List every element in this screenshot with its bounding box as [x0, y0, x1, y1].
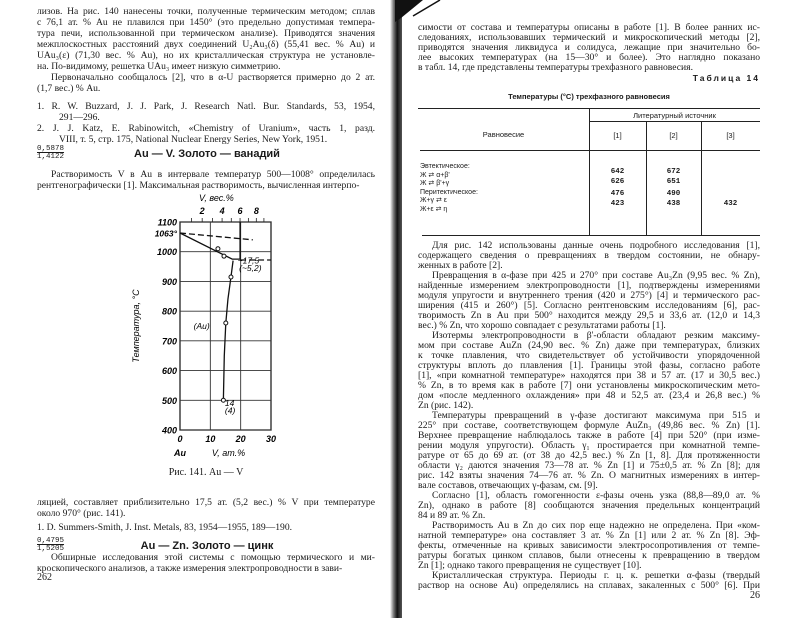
annotation: (4)	[224, 405, 236, 416]
group-label: Перитектическое:	[420, 188, 478, 196]
text-line: вале составов, отвечающих γ-фазам, см. [9].	[418, 480, 598, 491]
text-line: UAu₃(ε) (71,30 вес. % Au), но их кристаллическая структура не установле-	[37, 50, 375, 61]
y-tick-label: 1100	[157, 217, 177, 228]
x-tick-label: 10	[205, 434, 216, 444]
cell: 651	[666, 177, 681, 186]
text-line: ляцией, составляет приблизительно 17,5 ат. (5,2 вес.) % V при температуре	[37, 497, 375, 508]
text-line: вес.) % Zn, что хорошо совпадает с результатами работы [1].	[418, 320, 666, 331]
text-line: [1], «при комнатной температуре» находятся при 38 и 57 ат. (17 и 30,5 вес.)	[418, 370, 760, 381]
paragraph	[418, 271, 760, 331]
text-line: области γ₂ даются значения 73—78 ат. % Zn [1] и 75±0,5 ат. % Zn [8]; для	[418, 460, 760, 471]
log-top: 0,5878	[37, 145, 65, 153]
column-header: Равновесие	[482, 130, 525, 139]
text-line: лизов. На рис. 140 нанесены точки, полученные термическим методом; сплав	[37, 6, 375, 17]
text-line: натной температуре» она составляет 3 ат. % Zn [1] или 2 ат. % Zn [8]. Эф-	[418, 530, 760, 541]
section-title: Au — V. Золото — ванадий	[134, 148, 280, 160]
text-line: 225° при составе, соответствующем формуле AuZn₃ (49,86 вес. % Zn) [1].	[418, 420, 760, 431]
cell: 476	[610, 190, 625, 198]
text-line: фекты, отмеченные на кривых зависимости электросопротивления от темпе-	[418, 540, 760, 551]
x-axis-left-label: Au	[174, 448, 186, 458]
text-line: Изотермы электропроводности в β'-области обладают резким максиму-	[432, 330, 760, 341]
section-title: Au — Zn. Золото — цинк	[140, 540, 274, 552]
table-rule	[589, 121, 760, 122]
y-tick-label: 1000	[156, 247, 177, 258]
paragraph	[418, 571, 760, 591]
y-tick-label: 600	[161, 366, 177, 377]
page-number: 26	[750, 590, 760, 601]
text-line: Zn (рис. 142).	[418, 400, 474, 411]
equilibrium: Ж ⇄ α+β'	[420, 171, 450, 179]
text-line: Растворимость V в Au в интервале температур 500—1008° определилась	[51, 169, 375, 180]
body-text	[418, 241, 760, 591]
text-line: к точке плавления, что свидетельствует об устойчивости упорядоченной	[418, 350, 760, 361]
text-line: ратуре от 65 до 69 ат. (от 38 до 42,5 вес.) % Zn [1, 8]. Для протяженности	[418, 450, 760, 461]
table-rule	[420, 150, 760, 151]
reference-cont: VIII, т. 5, стр. 175, National Nuclear Energy Series, New York, 1951.	[59, 134, 328, 145]
column-header: [3]	[726, 131, 735, 140]
reference-cont: 291—296.	[59, 112, 100, 123]
phase-diagram-au-v	[131, 188, 300, 473]
x2-tick-label: 4	[219, 206, 225, 216]
text-line: раствор на основе Au) определялись на сплавах, закаленных с 500° [6]. При	[418, 580, 760, 591]
reference: 1. R. W. Buzzard, J. J. Park, J. Research Natl. Bur. Standards, 53, 1954,	[37, 101, 375, 112]
x-tick-label: 30	[265, 434, 277, 444]
text-line: (1,7 вес.) % Au.	[37, 83, 101, 94]
equilibrium: Ж ⇄ β'+γ	[420, 180, 450, 188]
table-column-3	[701, 168, 760, 209]
text-line: % Zn, в то время как в работе [7] они установлены микроскопическим мето-	[418, 380, 760, 391]
figure-caption: Рис. 141. Au — V	[168, 467, 244, 478]
text-line: Температуры превращений в γ-фазе достигают максимума при 515 и	[432, 410, 760, 421]
annotation: (Au)	[193, 320, 210, 331]
paragraph	[418, 241, 760, 271]
annotation: (~5,2)	[239, 263, 262, 274]
text-line: тура печи, использованной при термическом анализе). Приводятся значения	[37, 28, 375, 39]
cell: 490	[666, 190, 681, 198]
text-line: Zn), однако в работе [8] сообщаются значения предельных концентраций	[418, 500, 760, 511]
text-line: межплоскостных расстояний двух соединений U₂Au₃(δ) (55,41 вес. % Au) и	[37, 39, 375, 50]
text-line: структуры вплоть до плавления [1]. Границы этой фазы, согласно работе	[418, 360, 760, 371]
x2-tick-label: 2	[199, 206, 205, 216]
group-label: Эвтектическое:	[420, 163, 470, 170]
text-line: ширения (415 и 260°) [5]. Согласно рентгеновским исследованиям [6], рас-	[418, 300, 760, 311]
text-line: Растворимость Au в Zn до сих пор еще надежно не определена. При «ком-	[432, 520, 760, 531]
text-line: симости от состава и температуры описаны в работе [1]. В более ранних ис-	[418, 22, 760, 33]
paragraph	[418, 411, 760, 491]
x-tick-label: 0	[177, 434, 183, 444]
data-point	[216, 247, 220, 251]
log-bottom: 1,5205	[37, 545, 65, 553]
cell: 642	[610, 168, 625, 176]
equilibrium: Ж+ε ⇄ η	[420, 205, 448, 213]
text-line: Кристаллическая структура. Периоды г. ц. к. решетки α-фазы (твердый	[432, 570, 760, 581]
text-line: рис. 142 взяты значения 74—76 ат. % Zn. О магнитных измерениях в интер-	[418, 470, 760, 481]
text-line: Верхнее превращение наблюдалось также в работе [4] при 520° (при изме-	[418, 430, 760, 441]
y-tick-label: 700	[161, 336, 177, 347]
column-header: [2]	[669, 131, 678, 140]
y-tick-label: 800	[161, 306, 177, 317]
cell	[701, 178, 760, 188]
reference: 1. D. Summers-Smith, J. Inst. Metals, 83, 1954—1955, 189—190.	[37, 522, 293, 533]
text-line: лее высоких температурах (на 15—30° и более). Это наглядно показано	[418, 52, 760, 63]
text-line: Zn [1]; однако такого превращения не существует [10].	[418, 560, 642, 571]
column-group-header: Литературный источник	[633, 111, 716, 120]
annotation: 14	[224, 398, 235, 409]
text-line: 84 и 89 ат. % Zn.	[418, 510, 486, 521]
scan-artifact-arrow	[395, 0, 455, 24]
table-column-2	[646, 168, 701, 209]
book-binding	[390, 0, 402, 618]
text-line: Согласно [1], область гомогенности ε-фазы очень узка (88,8—89,0 ат. %	[432, 490, 760, 501]
y-extra-label: 1063°	[154, 228, 177, 239]
paragraph	[418, 521, 760, 571]
paragraph	[37, 6, 375, 94]
text-line: женных в работе [2].	[418, 260, 503, 271]
paragraph	[418, 331, 760, 411]
x2-tick-label: 6	[237, 206, 243, 216]
text-line: около 970° (рис. 141).	[37, 508, 126, 519]
paragraph	[37, 552, 375, 574]
references	[37, 101, 375, 145]
text-line: Превращения в α-фазе при 425 и 270° при составе Au₃Zn (9,95 вес. % Zn),	[432, 270, 760, 281]
text-line: в табл. 14, где представлены температуры трехфазного равновесия.	[418, 62, 693, 73]
table-caption: Температуры (°С) трехфазного равновесия	[508, 92, 670, 101]
equilibrium: Ж+γ ⇄ ε	[420, 197, 447, 205]
paragraph	[37, 497, 375, 533]
table-label: Таблица 14	[692, 73, 760, 83]
reference: 2. J. J. Katz, E. Rabinowitch, «Chemistry of Uranium», часть 1, разд.	[37, 123, 375, 134]
data-point	[224, 321, 228, 325]
text-line: ратуры богатых цинком сплавов, были отнесены к превращению в твердом	[418, 550, 760, 561]
x-axis-label: V, ат.%	[211, 448, 246, 458]
text-line: рентгенографически [1]. Максимальная растворимость, вычисленная интерпо-	[37, 180, 360, 191]
paragraph	[418, 491, 760, 521]
x2-tick-label: 8	[253, 206, 259, 216]
cell: 423	[610, 199, 625, 208]
text-line: содержащего сведения о превращениях в твердом состоянии, не обнару-	[418, 250, 760, 261]
cell: 626	[610, 177, 625, 186]
cell	[701, 168, 760, 178]
text-line: найденные измерением электропроводности [1], подтверждены измерениями	[418, 280, 760, 291]
y-tick-label: 900	[161, 276, 177, 287]
annotation: ~17,5	[237, 255, 260, 266]
text-line: дом «после медленного охлаждения» при 48 и 52,5 ат. (23,4 и 26,8 вес.) %	[418, 390, 760, 401]
text-line: Для рис. 142 использованы данные очень подробного исследования [1],	[432, 240, 760, 251]
text-line: модуля упругости и внутреннего трения (420 и 275°) [4] и термического рас-	[418, 290, 760, 301]
cell: 672	[666, 168, 681, 176]
text-line: творимость Zn в Au при 500° находится между 29,5 и 33,6 ат. (12,0 и 14,3	[418, 310, 760, 321]
data-point	[222, 254, 226, 258]
text-line: с 76,1 ат. % Au не плавился при 1450° (это предельно допустимая темпера-	[37, 17, 375, 28]
text-line: рении модуля упругости). Область γ₁ простирается при комнатной темпе-	[418, 440, 760, 451]
log-top: 0,4795	[37, 537, 65, 545]
text-line: Обширные исследования этой системы с помощью термического и ми-	[51, 552, 375, 563]
y-tick-label: 500	[161, 395, 177, 406]
y-tick-label: 400	[161, 425, 177, 436]
cell: 432	[723, 199, 738, 208]
equilibrium-column	[420, 163, 478, 215]
cell	[701, 190, 760, 200]
text-line: Первоначально сообщалось [2], что в α-U растворяется примерно до 2 ат.	[51, 72, 375, 83]
data-point	[229, 275, 233, 279]
y-axis-label: Температура, °С	[131, 289, 141, 363]
text-line: приводятся значения ликвидуса и солидуса, лежащие при значительно бо-	[418, 42, 760, 53]
text-line: кроскопического анализов, а также измерения электропроводности в зави-	[37, 563, 343, 574]
paragraph	[418, 23, 760, 73]
page-number: 262	[37, 572, 52, 583]
text-line: следованиях, использовавших термический и микроскопический методы [2],	[418, 32, 760, 43]
x-tick-label: 20	[235, 434, 246, 444]
table-rule	[422, 235, 760, 236]
x2-axis-label: V, вес.%	[199, 193, 234, 203]
column-header: [1]	[613, 131, 622, 140]
text-line: мом при составе AuZn (24,90 вес. % Zn) даже при температурах, близких	[418, 340, 760, 351]
cell: 438	[666, 199, 681, 208]
text-line: на. По-видимому, решетка UAu₃ имеет низкую симметрию.	[37, 61, 281, 72]
log-bottom: 1,4122	[37, 153, 65, 161]
table-column-1	[589, 168, 646, 209]
